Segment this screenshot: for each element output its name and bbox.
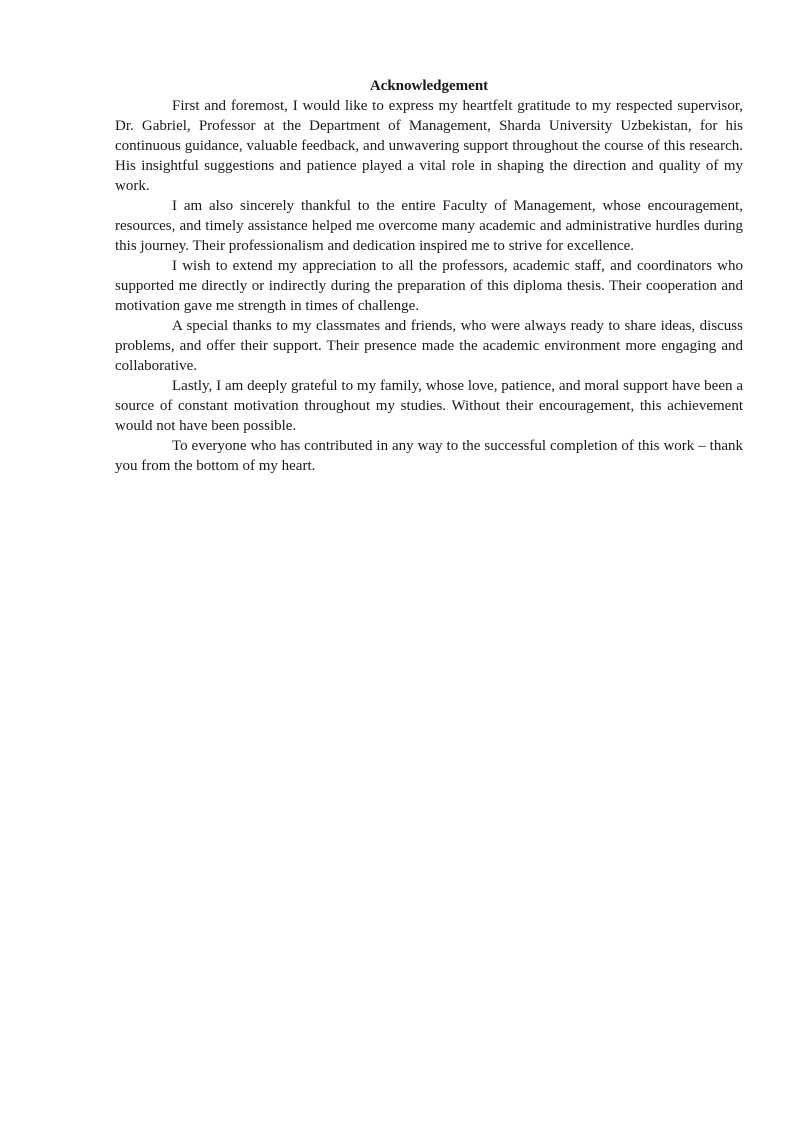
paragraph-closing: To everyone who has contributed in any way to the successful completion of this work – thank you from the bottom of my heart. [115, 438, 743, 474]
paragraph-faculty: I am also sincerely thankful to the entire Faculty of Management, whose encouragement, resources, and timely assistance helped me overcome many academic and administrative hurdles during this journey. Their professionalism and dedication inspired me to strive for excellence. [115, 198, 743, 254]
paragraph-professors: I wish to extend my appreciation to all the professors, academic staff, and coordinators who supported me directly or indirectly during the preparation of this diploma thesis. Their cooperation and motivation gave me strength in times of challenge. [115, 258, 743, 314]
page-title: Acknowledgement [369, 78, 489, 94]
paragraph-supervisor: First and foremost, I would like to express my heartfelt gratitude to my respected supervisor, Dr. Gabriel, Professor at the Department of Management, Sharda University Uzbekistan, for his continuous guidance, valuable feedback, and unwavering support throughout the course of this research. His insightful suggestions and patience played a vital role in shaping the direction and quality of my work. [115, 98, 743, 194]
paragraph-family: Lastly, I am deeply grateful to my family, whose love, patience, and moral support have been a source of constant motivation throughout my studies. Without their encouragement, this achievement would not have been possible. [115, 378, 743, 434]
document-page [115, 76, 743, 476]
paragraph-classmates: A special thanks to my classmates and friends, who were always ready to share ideas, discuss problems, and offer their support. Their presence made the academic environment more engaging and collaborative. [115, 318, 743, 374]
